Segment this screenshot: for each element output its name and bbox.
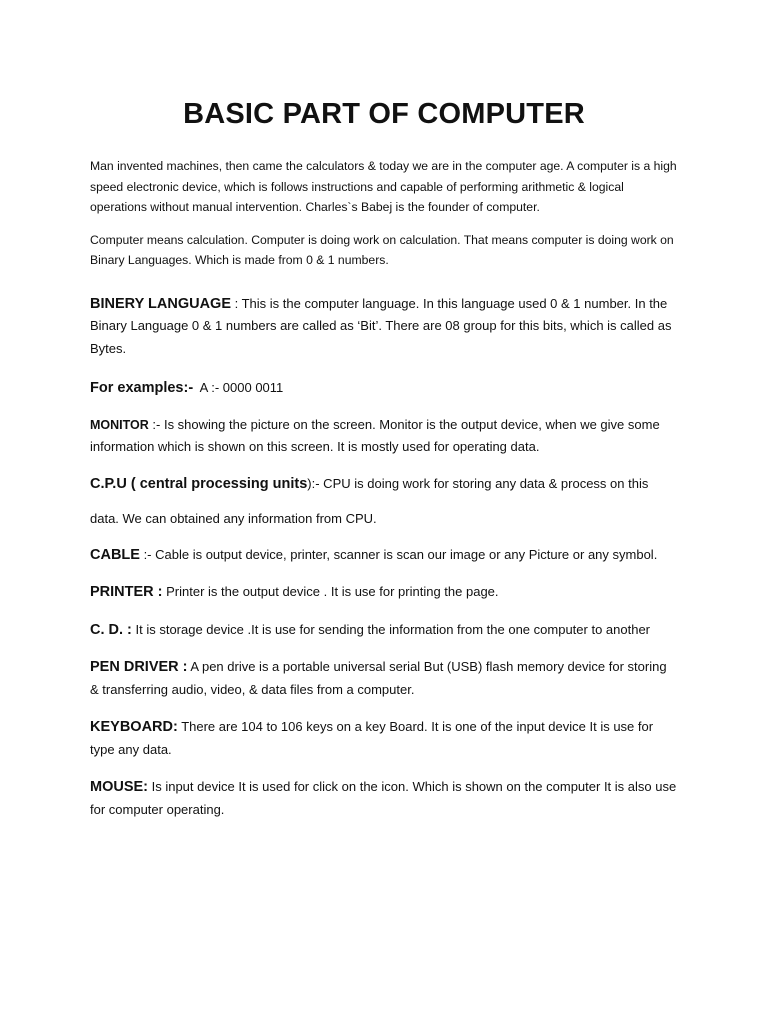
intro-paragraph-2: Computer means calculation. Computer is doing work on calculation. That means computer is doing work on Binary Languages. Which is made from 0 & 1 numbers. [90,232,674,267]
term-cable: CABLE [90,546,140,563]
term-examples: For examples:- [90,380,194,396]
term-mouse: MOUSE: [90,779,148,795]
definition-pen-driver: A pen drive is a portable universal serial But (USB) flash memory device for storing & transferring audio, video, & data files from a computer. [90,659,667,697]
definition-printer: Printer is the output device . It is use for printing the page. [162,584,499,599]
definition-cd: It is storage device .It is use for sending the information from the one computer to another [131,621,650,637]
entry-pen-driver [90,656,678,701]
entry-printer [90,581,678,604]
term-cpu: C.P.U ( central processing units [90,475,308,492]
entry-cpu [90,473,678,530]
definition-keyboard: There are 104 to 106 keys on a key Board. It is one of the input device It is use for type any data. [90,719,654,757]
entry-cable [90,544,678,567]
definition-cpu-line2: data. We can obtained any information from CPU. [90,510,377,526]
term-monitor: MONITOR [90,417,149,432]
term-pen-driver: PEN DRIVER : [90,659,188,675]
example-value: A :- 0000 0011 [193,380,284,395]
definition-binery-language: : This is the computer language. In this language used 0 & 1 number. In the Binary Language 0 & 1 numbers are called as ‘Bit’. There are 08 group for this bits, which is called as Bytes. [90,295,672,356]
entry-cd [90,619,678,642]
definition-mouse: Is input device It is used for click on the icon. Which is shown on the computer It is also use for computer operating. [90,779,677,817]
entry-mouse [90,776,678,821]
entry-keyboard [90,716,678,761]
term-binery-language: BINERY LANGUAGE [90,295,231,312]
term-keyboard: KEYBOARD: [90,719,178,735]
entry-binery-language [90,293,678,361]
term-printer: PRINTER : [90,584,163,600]
term-cd: C. D. : [90,621,132,638]
definition-monitor: :- Is showing the picture on the screen. Monitor is the output device, when we give some information which is shown on this screen. It is mostly used for operating data. [90,416,660,454]
entry-examples [90,377,678,400]
definition-cable: :- Cable is output device, printer, scanner is scan our image or any Picture or any symbol. [139,546,658,562]
definition-cpu-line1: ):- CPU is doing work for storing any data & process on this [307,475,649,491]
intro-paragraph-1: Man invented machines, then came the calculators & today we are in the computer age. A computer is a high speed electronic device, which is follows instructions and capable of performing arithmetic & logical operations without manual intervention. Charles`s Babej is the founder of computer. [90,159,677,214]
entry-monitor [90,414,678,459]
page-title: BASIC PART OF COMPUTER [183,98,585,130]
